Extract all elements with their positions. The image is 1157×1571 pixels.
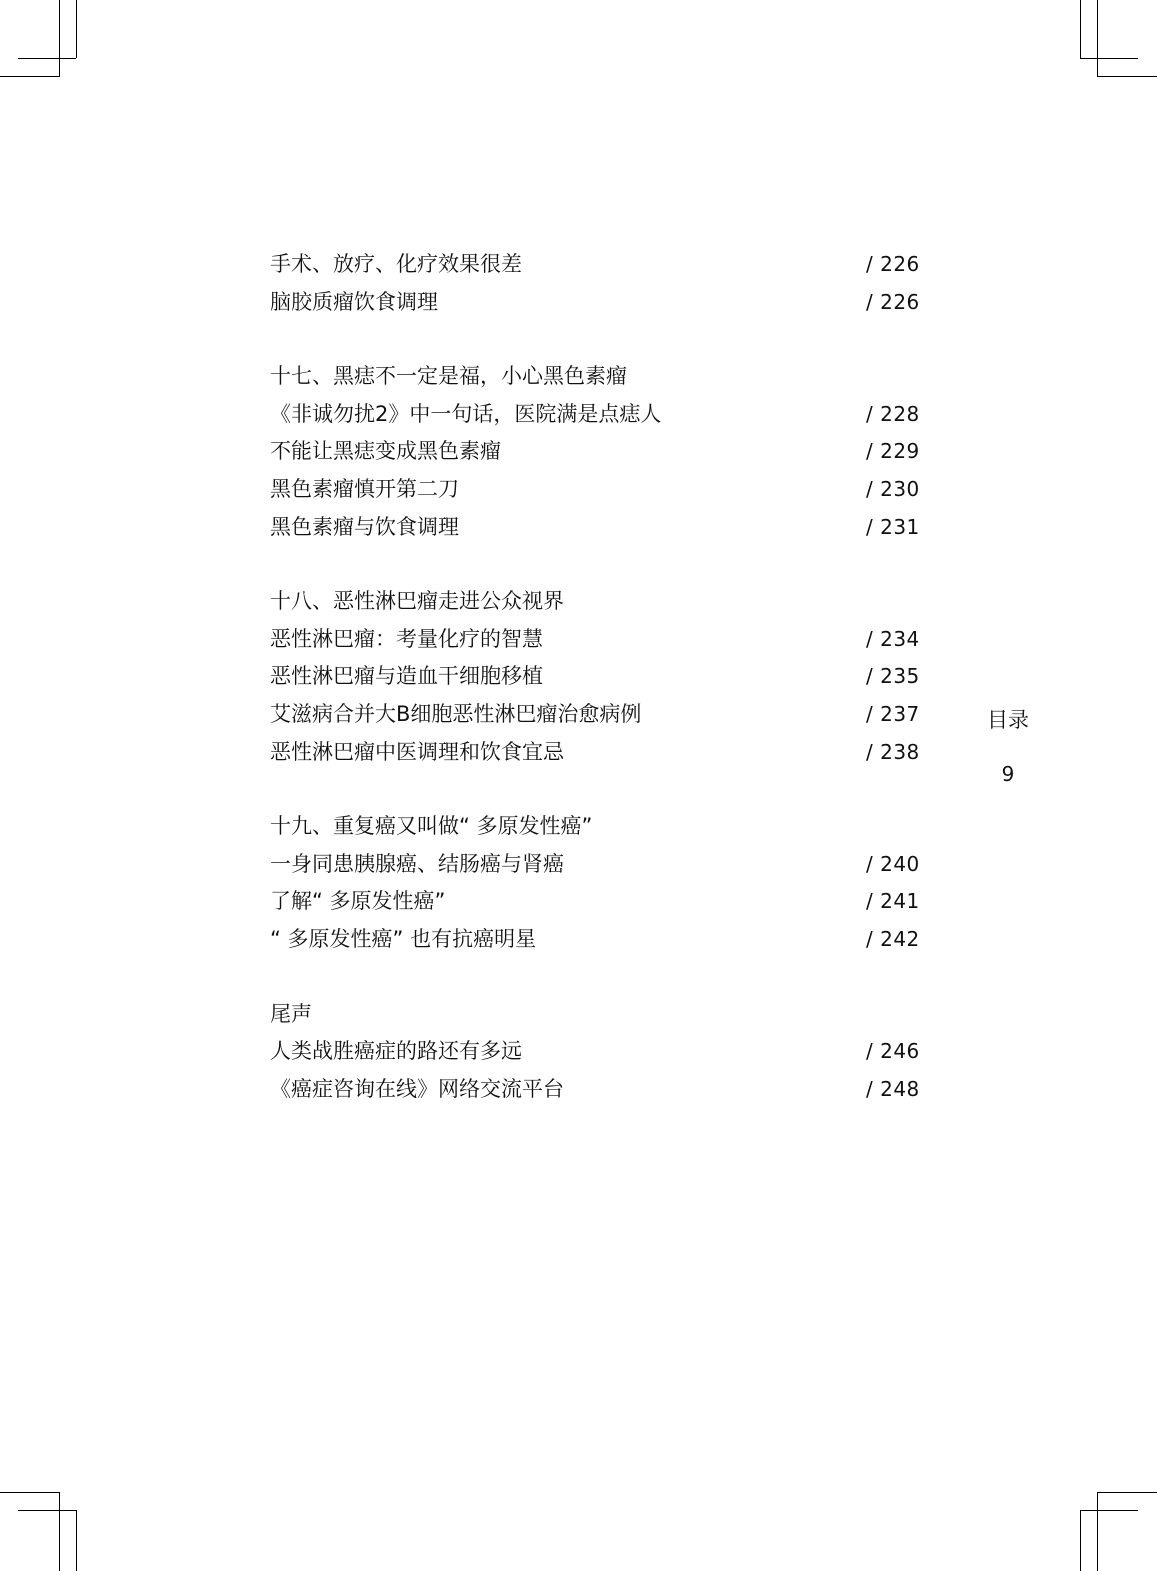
- crop-mark: [1080, 1510, 1138, 1511]
- toc-entry-page: / 246: [866, 1039, 920, 1064]
- toc-entry-title: 恶性淋巴瘤中医调理和饮食宜忌: [270, 739, 564, 764]
- toc-entry-page: / 242: [866, 926, 920, 951]
- toc-section: [270, 996, 920, 1109]
- toc-entry-title: 《非诚勿扰2》中一句话，医院满是点痣人: [270, 401, 662, 426]
- toc-section-heading: [270, 996, 920, 1034]
- toc-entry-page: / 226: [866, 252, 920, 276]
- toc-entry-title: 了解“ 多原发性癌”: [270, 889, 446, 914]
- crop-mark: [1080, 1510, 1081, 1571]
- crop-mark: [59, 1492, 60, 1571]
- toc-entry-page: / 234: [866, 626, 920, 651]
- toc-entry-page: / 237: [866, 701, 920, 726]
- crop-mark: [0, 76, 60, 77]
- toc-entry-page: / 235: [866, 664, 920, 689]
- crop-mark: [76, 1510, 77, 1571]
- side-running-header: [986, 705, 1030, 789]
- toc-entry: [270, 471, 920, 509]
- toc-entry-title: 黑色素瘤与饮食调理: [270, 514, 459, 539]
- toc-entry: [270, 658, 920, 696]
- toc-entry-title: 恶性淋巴瘤：考量化疗的智慧: [270, 626, 543, 651]
- toc-entry-page: / 248: [866, 1076, 920, 1101]
- section-heading-text: 十九、重复癌又叫做“ 多原发性癌”: [270, 814, 593, 839]
- toc-entry: [270, 396, 920, 434]
- crop-mark: [1097, 76, 1157, 77]
- toc-entry-page: / 241: [866, 889, 920, 914]
- crop-mark: [1080, 0, 1081, 58]
- toc-entry: [270, 246, 920, 284]
- toc-entry: [270, 734, 920, 772]
- crop-mark: [1097, 1492, 1098, 1571]
- toc-entry-title: “ 多原发性癌” 也有抗癌明星: [270, 926, 537, 951]
- toc-entry: [270, 284, 920, 322]
- toc-entry: [270, 509, 920, 547]
- section-heading-text: 十七、黑痣不一定是福，小心黑色素瘤: [270, 364, 627, 389]
- crop-mark: [1097, 1492, 1157, 1493]
- toc-entry: [270, 921, 920, 959]
- toc-entry-title: 人类战胜癌症的路还有多远: [270, 1039, 522, 1064]
- toc-entry-title: 恶性淋巴瘤与造血干细胞移植: [270, 664, 543, 689]
- toc-entry-title: 《癌症咨询在线》网络交流平台: [270, 1076, 564, 1101]
- toc-entry-page: / 240: [866, 851, 920, 876]
- toc-entry-page: / 226: [866, 289, 920, 314]
- toc-entry-page: / 229: [866, 439, 920, 464]
- section-heading-text: 尾声: [270, 1001, 312, 1026]
- toc-entry-title: 一身同患胰腺癌、结肠癌与肾癌: [270, 851, 564, 876]
- toc-entry-title: 不能让黑痣变成黑色素瘤: [270, 439, 501, 464]
- toc-section: [270, 808, 920, 958]
- toc-entry-page: / 238: [866, 739, 920, 764]
- toc-entry: [270, 433, 920, 471]
- toc-entry: [270, 621, 920, 659]
- crop-mark: [0, 1492, 60, 1493]
- table-of-contents: [270, 246, 920, 1145]
- page-number: 9: [1001, 762, 1015, 786]
- toc-entry: [270, 696, 920, 734]
- toc-entry: [270, 1033, 920, 1071]
- toc-entry-title: 手术、放疗、化疗效果很差: [270, 252, 522, 276]
- toc-entry-title: 黑色素瘤慎开第二刀: [270, 476, 459, 501]
- toc-entry: [270, 883, 920, 921]
- toc-section-heading: [270, 808, 920, 846]
- toc-section-heading: [270, 583, 920, 621]
- crop-mark: [59, 0, 60, 76]
- crop-mark: [18, 58, 76, 59]
- crop-mark: [1080, 58, 1138, 59]
- toc-entry: [270, 1071, 920, 1109]
- toc-entry-page: / 228: [866, 401, 920, 426]
- toc-section-heading: [270, 358, 920, 396]
- crop-mark: [76, 0, 77, 58]
- toc-entry-page: / 230: [866, 476, 920, 501]
- toc-entry-title: 脑胶质瘤饮食调理: [270, 289, 438, 314]
- side-label: 目录: [987, 708, 1029, 732]
- toc-entry: [270, 846, 920, 884]
- toc-section: [270, 358, 920, 546]
- toc-entry-page: / 231: [866, 514, 920, 539]
- toc-section: [270, 246, 920, 321]
- crop-mark: [18, 1510, 76, 1511]
- crop-mark: [1097, 0, 1098, 76]
- toc-entry-title: 艾滋病合并大B细胞恶性淋巴瘤治愈病例: [270, 701, 642, 726]
- toc-section: [270, 583, 920, 771]
- section-heading-text: 十八、恶性淋巴瘤走进公众视界: [270, 589, 564, 614]
